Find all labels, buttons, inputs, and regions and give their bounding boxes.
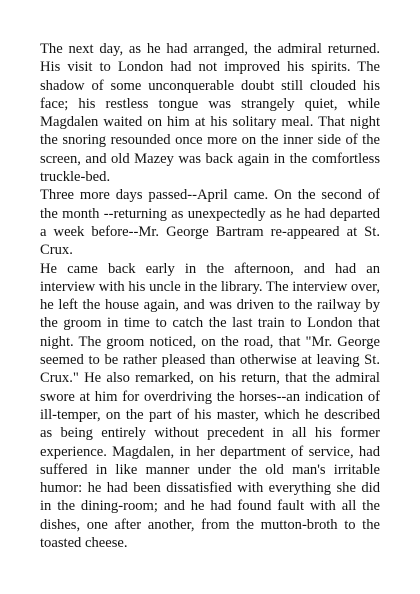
paragraph-1: The next day, as he had arranged, the admiral returned. His visit to London had not improved his spirits. The shadow of some unconquerable doubt still clouded his face; his restless tongue was strangely quiet, while Magdalen waited on him at his solitary meal. That night the snoring resounded once more on the inner side of the screen, and old Mazey was back again in the comfortless truckle-bed.: [40, 41, 380, 186]
paragraph-2: Three more days passed--April came. On the second of the month --returning as unexpectedly as he had departed a week before--Mr. George Bartram re-appeared at St. Crux.: [40, 187, 380, 259]
paragraph-3: He came back early in the afternoon, and had an interview with his uncle in the library. The interview over, he left the house again, and was driven to the railway by the groom in time to catch the last train to London that night. The groom noticed, on the road, that "Mr. George seemed to be rather pleased than otherwise at leaving St. Crux." He also remarked, on his return, that the admiral swore at him for overdriving the horses--an indication of ill-temper, on the part of his master, which he described as being entirely without precedent in all his former experience. Magdalen, in her department of service, had suffered in like manner under the old man's irritable humor: he had been dissatisfied with everything she did in the dining-room; and he had found fault with all the dishes, one after another, from the mutton-broth to the toasted cheese.: [40, 260, 380, 552]
page-text: [40, 40, 380, 552]
